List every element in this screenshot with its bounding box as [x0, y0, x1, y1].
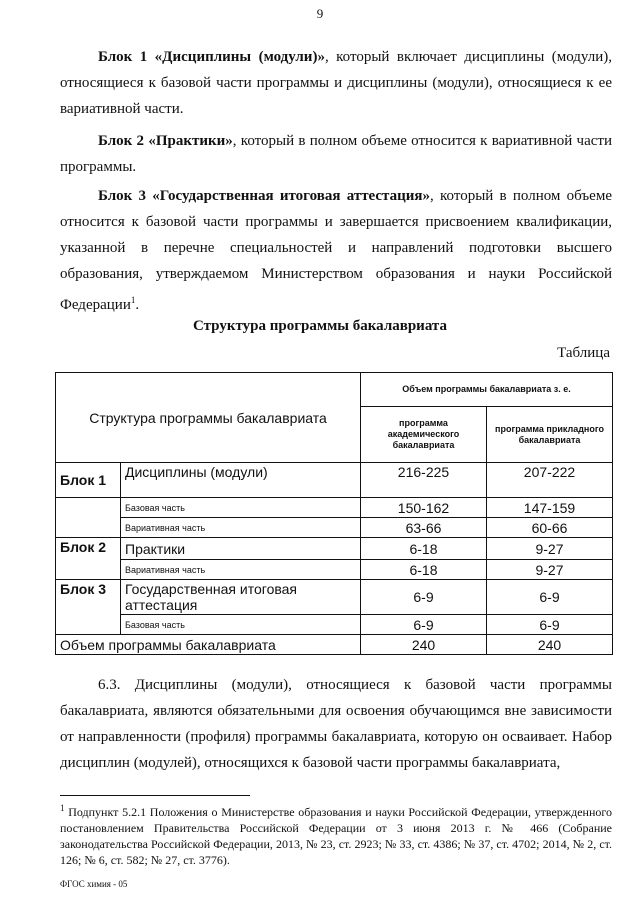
footnote — [60, 800, 612, 868]
block1-empty-cell — [56, 498, 121, 538]
block1-applied: 207-222 — [487, 463, 613, 498]
paragraph-block2-text: , который в полном объеме относится к вариативной части программы. — [60, 133, 612, 175]
block2-applied: 9-27 — [487, 538, 613, 560]
block2-label: Блок 2 — [56, 538, 121, 580]
block1-base-applied: 147-159 — [487, 498, 613, 518]
table-row — [56, 635, 613, 655]
table-row — [56, 615, 613, 635]
block1-var-applied: 60-66 — [487, 518, 613, 538]
block3-label: Блок 3 — [56, 580, 121, 635]
footnote-ref: 1 — [130, 295, 136, 305]
block1-name: Дисциплины (модули) — [121, 463, 361, 498]
total-academic: 240 — [361, 635, 487, 655]
block2-name: Практики — [121, 538, 361, 560]
structure-table — [55, 372, 613, 655]
paragraph-block1-title: Блок 1 «Дисциплины (модули)» — [98, 49, 325, 65]
table-row — [56, 538, 613, 560]
table-label: Таблица — [557, 345, 610, 361]
paragraph-block3-title: Блок 3 «Государственная итоговая аттестация» — [98, 188, 431, 204]
paragraph-block3-end: . — [135, 297, 140, 313]
paragraph-6-3: 6.3. Дисциплины (модули), относящиеся к базовой части программы бакалавриата, являются обязательными для освоения обучающимся вне зависимости от направленности (профиля) программы бакалавриата, которую он осваивает. Набор дисциплин (модулей), относящихся к базовой части программы бакалавриата, — [60, 677, 612, 771]
header-applied: программа прикладного бакалавриата — [487, 407, 613, 463]
table-title: Структура программы бакалавриата — [193, 318, 447, 334]
block3-applied: 6-9 — [487, 580, 613, 615]
block3-base-applied: 6-9 — [487, 615, 613, 635]
paragraph-block3-text: , который в полном объеме относится к базовой части программы и завершается присвоением квалификации, указанной в перечне специальностей и направлений подготовки высшего образования, утверждаемом Министерством образования и науки Российской Федерации — [60, 188, 612, 313]
table-row — [56, 498, 613, 518]
block1-base-name: Базовая часть — [121, 498, 361, 518]
table-row — [56, 518, 613, 538]
footnote-mark: 1 — [60, 803, 65, 813]
page-footer: ФГОС химия - 05 — [60, 879, 128, 889]
block1-label: Блок 1 — [56, 463, 121, 498]
footnote-text: Подпункт 5.2.1 Положения о Министерстве образования и науки Российской Федерации, утвержденного постановлением Правительства Российской Федерации от 3 июня 2013 г. № 466 (Собрание законодательства Российской Федерации, 2013, № 23, ст. 2923; № 33, ст. 4386; № 37, ст. 4702; 2014, № 2, ст. 126; № 6, ст. 582; № 27, ст. 3776). — [60, 805, 612, 867]
table-row — [56, 463, 613, 498]
block3-base-name: Базовая часть — [121, 615, 361, 635]
header-academic: программа академического бакалавриата — [361, 407, 487, 463]
block1-academic: 216-225 — [361, 463, 487, 498]
total-name: Объем программы бакалавриата — [56, 635, 361, 655]
block1-var-name: Вариативная часть — [121, 518, 361, 538]
block3-base-academic: 6-9 — [361, 615, 487, 635]
header-volume: Объем программы бакалавриата з. е. — [361, 373, 613, 407]
paragraph-block2-title: Блок 2 «Практики» — [98, 133, 233, 149]
block3-name: Государственная итоговая аттестация — [121, 580, 361, 615]
block2-var-name: Вариативная часть — [121, 560, 361, 580]
paragraph-block1 — [60, 44, 612, 122]
table-row — [56, 580, 613, 615]
paragraph-block1-text: , который включает дисциплины (модули), относящиеся к базовой части программы и дисциплины (модули), относящиеся к ее вариативной части. — [60, 49, 613, 117]
page-number: 9 — [316, 6, 324, 21]
block1-var-academic: 63-66 — [361, 518, 487, 538]
paragraph-block2 — [60, 128, 612, 180]
block2-var-applied: 9-27 — [487, 560, 613, 580]
block1-base-academic: 150-162 — [361, 498, 487, 518]
block2-var-academic: 6-18 — [361, 560, 487, 580]
table-row — [56, 560, 613, 580]
block3-academic: 6-9 — [361, 580, 487, 615]
total-applied: 240 — [487, 635, 613, 655]
header-structure: Структура программы бакалавриата — [56, 373, 361, 463]
footnote-divider — [60, 795, 250, 796]
paragraph-block3 — [60, 183, 612, 318]
block2-academic: 6-18 — [361, 538, 487, 560]
